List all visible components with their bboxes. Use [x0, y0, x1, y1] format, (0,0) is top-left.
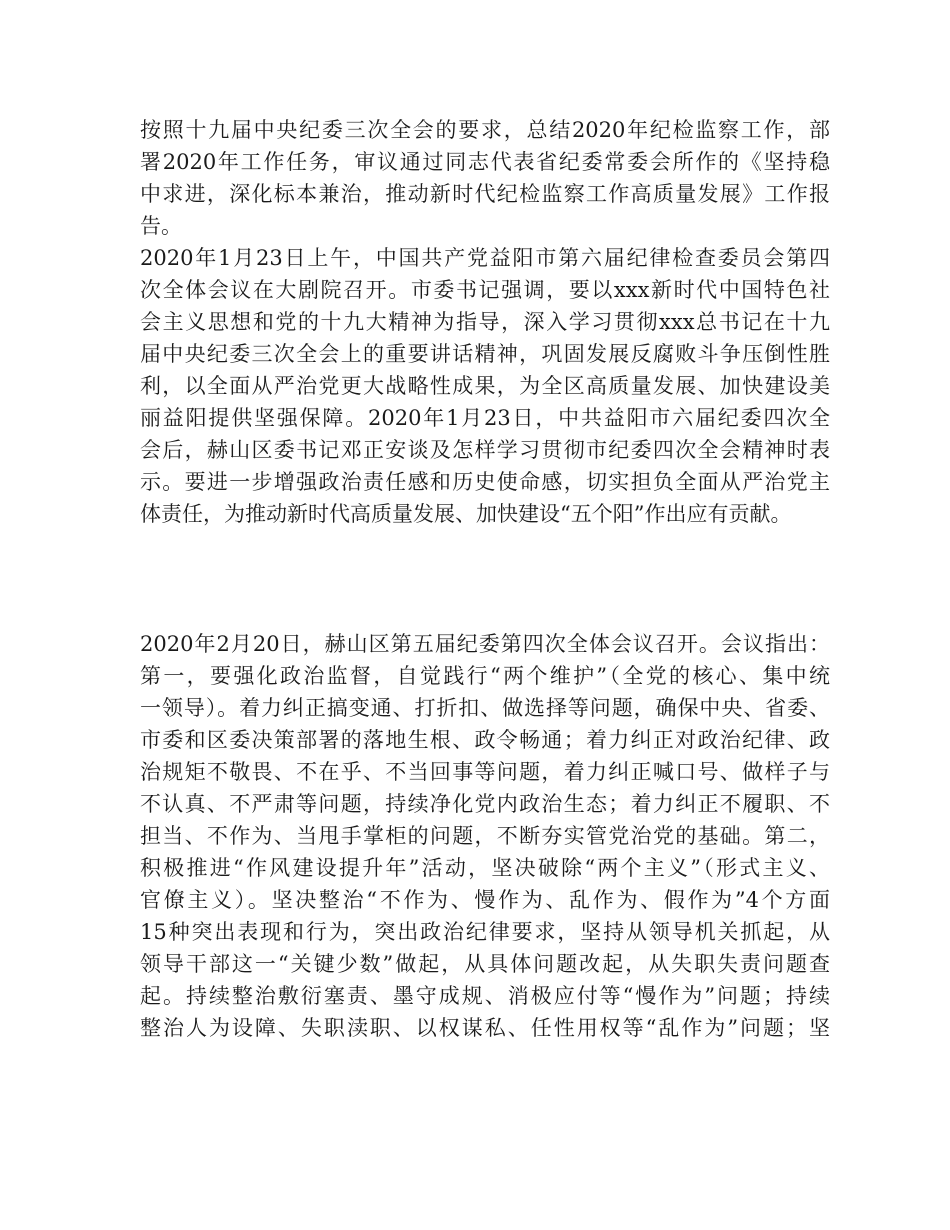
text-line: 不认真、不严肃等问题，持续净化党内政治生态；着力纠正不履职、不 [140, 792, 830, 816]
text-line: 2020年2月20日，赫山区第五届纪委第四次全体会议召开。会议指出： [140, 632, 830, 656]
text-line: 体责任，为推动新时代高质量发展、加快建设“五个阳”作出应有贡献。 [140, 502, 792, 526]
paragraph-2 [140, 242, 830, 530]
text-line: 丽益阳提供坚强保障。2020年1月23日，中共益阳市六届纪委四次全 [140, 406, 830, 430]
text-line: 会后，赫山区委书记邓正安谈及怎样学习贯彻市纪委四次全会精神时表 [140, 438, 830, 462]
text-line: 市委和区委决策部署的落地生根、政令畅通；着力纠正对政治纪律、政 [140, 728, 830, 752]
text-line: 届中央纪委三次全会上的重要讲话精神，巩固发展反腐败斗争压倒性胜 [140, 342, 830, 366]
text-line: 告。 [140, 214, 182, 238]
text-line: 担当、不作为、当甩手掌柜的问题，不断夯实管党治党的基础。第二， [140, 824, 830, 848]
text-line: 治规矩不敬畏、不在乎、不当回事等问题，着力纠正喊口号、做样子与 [140, 760, 830, 784]
text-line: 次全体会议在大剧院召开。市委书记强调，要以xxx新时代中国特色社 [140, 278, 830, 302]
text-line: 按照十九届中央纪委三次全会的要求，总结2020年纪检监察工作，部 [140, 118, 830, 142]
text-line: 2020年1月23日上午，中国共产党益阳市第六届纪律检查委员会第四 [140, 246, 830, 270]
text-line: 中求进，深化标本兼治，推动新时代纪检监察工作高质量发展》工作报 [140, 182, 830, 206]
text-line: 领导干部这一“关键少数”做起，从具体问题改起，从失职失责问题查 [140, 952, 830, 976]
text-line: 一领导）。着力纠正搞变通、打折扣、做选择等问题，确保中央、省委、 [140, 696, 830, 720]
text-line: 利，以全面从严治党更大战略性成果，为全区高质量发展、加快建设美 [140, 374, 830, 398]
paragraph-3 [140, 628, 830, 1044]
text-line: 整治人为设障、失职渎职、以权谋私、任性用权等“乱作为”问题；坚 [140, 1016, 830, 1040]
paragraph-1 [140, 114, 830, 242]
text-line: 会主义思想和党的十九大精神为指导，深入学习贯彻xxx总书记在十九 [140, 310, 830, 334]
text-line: 积极推进“作风建设提升年”活动，坚决破除“两个主义”（形式主义、 [140, 856, 830, 880]
text-line: 第一，要强化政治监督，自觉践行“两个维护”（全党的核心、集中统 [140, 664, 830, 688]
text-line: 署2020年工作任务，审议通过同志代表省纪委常委会所作的《坚持稳 [140, 150, 830, 174]
text-line: 示。要进一步增强政治责任感和历史使命感，切实担负全面从严治党主 [140, 470, 830, 494]
text-line: 官僚主义）。坚决整治“不作为、慢作为、乱作为、假作为”4个方面 [140, 888, 830, 912]
text-line: 起。持续整治敷衍塞责、墨守成规、消极应付等“慢作为”问题；持续 [140, 984, 830, 1008]
text-line: 15种突出表现和行为，突出政治纪律要求，坚持从领导机关抓起，从 [140, 920, 830, 944]
